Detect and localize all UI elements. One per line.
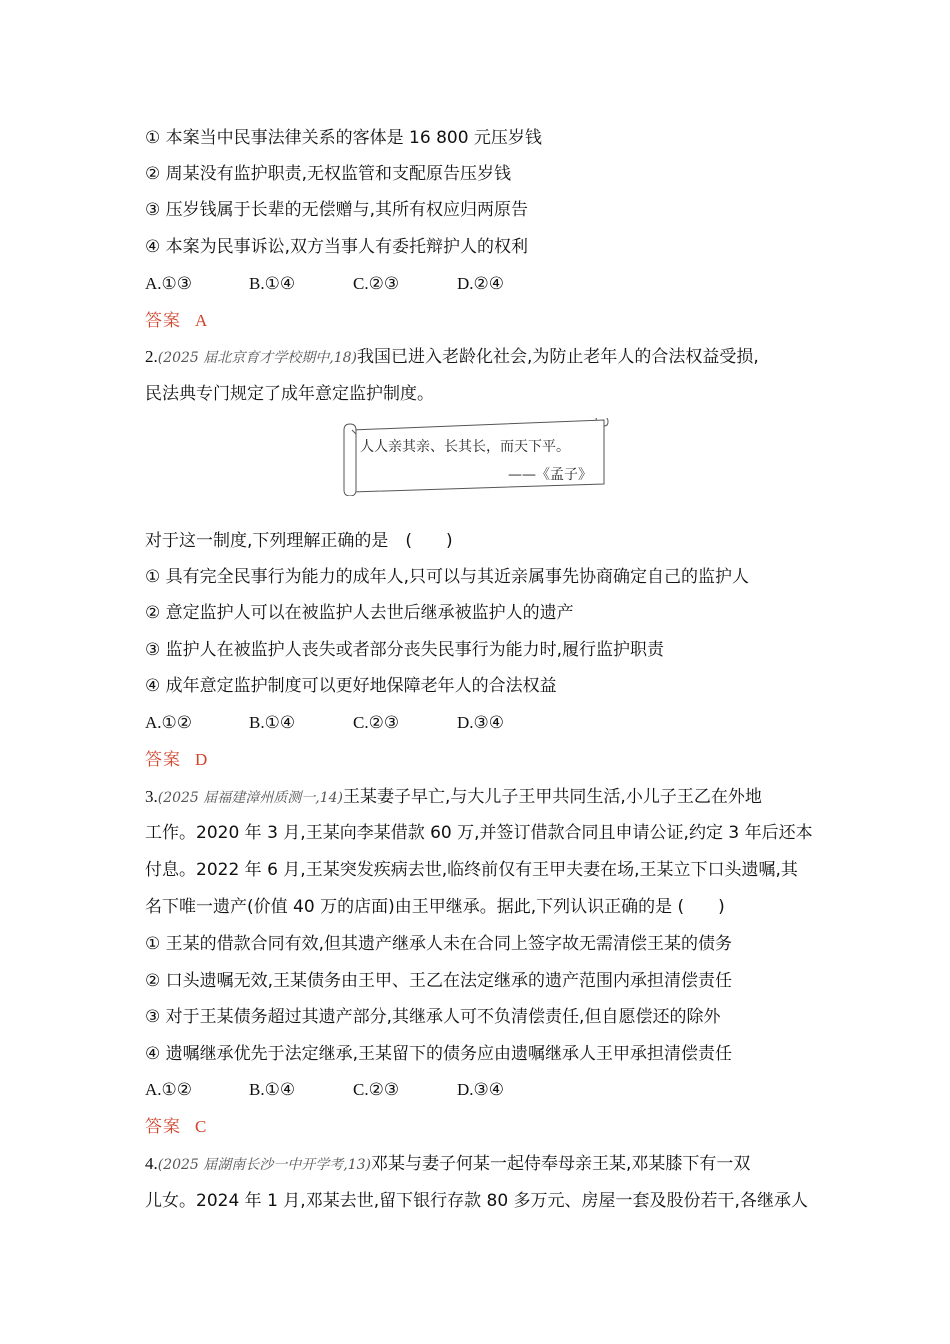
q3-option-b: B.①④ (249, 1080, 296, 1099)
q3-stem-text-1: 王某妻子早亡,与大儿子王甲共同生活,小儿子王乙在外地 (343, 787, 762, 807)
q3-item-3: ③ 对于王某债务超过其遗产部分,其继承人可不负清偿责任,但自愿偿还的除外 (145, 1007, 721, 1027)
q3-number: 3. (145, 787, 158, 806)
q2-option-b: B.①④ (249, 713, 296, 732)
q3-answer (145, 1115, 206, 1139)
q3-stem-line-4: 名下唯一遗产(价值 40 万的店面)由王甲继承。据此,下列认识正确的是 ( ) (145, 897, 725, 917)
q2-stem-line-1 (145, 345, 810, 370)
quote-scroll (340, 418, 610, 496)
q3-stem-line-3: 付息。2022 年 6 月,王某突发疾病去世,临终前仅有王甲夫妻在场,王某立下口头遗嘱,其 (145, 860, 798, 880)
q2-question: 对于这一制度,下列理解正确的是 ( ) (145, 531, 453, 551)
q3-stem-line-1 (145, 785, 810, 810)
q2-option-a: A.①② (145, 713, 193, 732)
q4-stem-line-2: 儿女。2024 年 1 月,邓某去世,留下银行存款 80 多万元、房屋一套及股份若干,各继承人 (145, 1191, 808, 1211)
q3-answer-label: 答案 (145, 1117, 181, 1137)
q1-answer (145, 309, 207, 333)
q2-answer (145, 748, 207, 772)
q1-option-b: B.①④ (249, 274, 296, 293)
q3-answer-value: C (195, 1117, 207, 1136)
q3-item-4: ④ 遗嘱继承优先于法定继承,王某留下的债务应由遗嘱继承人王甲承担清偿责任 (145, 1044, 733, 1064)
q2-answer-label: 答案 (145, 750, 181, 770)
q2-source: (2025 届北京育才学校期中,18) (157, 350, 358, 366)
q1-answer-value: A (195, 311, 208, 330)
q4-source: (2025 届湖南长沙一中开学考,13) (157, 1157, 372, 1173)
q2-item-3: ③ 监护人在被监护人丧失或者部分丧失民事行为能力时,履行监护职责 (145, 640, 665, 660)
q2-answer-value: D (195, 750, 208, 769)
q1-item-3: ③ 压岁钱属于长辈的无偿赠与,其所有权应归两原告 (145, 200, 529, 220)
quote-text: 人人亲其亲、长其长，而天下平。 (360, 439, 570, 455)
q3-item-2: ② 口头遗嘱无效,王某债务由王甲、王乙在法定继承的遗产范围内承担清偿责任 (145, 971, 733, 991)
q1-answer-label: 答案 (145, 311, 181, 331)
q2-number: 2. (145, 347, 158, 366)
q2-stem-line-2: 民法典专门规定了成年意定监护制度。 (145, 384, 434, 404)
q2-options (145, 711, 561, 735)
q1-option-a: A.①③ (145, 274, 193, 293)
q1-option-d: D.②④ (457, 274, 505, 293)
q2-item-2: ② 意定监护人可以在被监护人去世后继承被监护人的遗产 (145, 603, 574, 623)
q3-source: (2025 届福建漳州质测一,14) (157, 790, 344, 806)
q1-option-c: C.②③ (353, 274, 400, 293)
q2-item-4: ④ 成年意定监护制度可以更好地保障老年人的合法权益 (145, 676, 557, 696)
q3-item-1: ① 王某的借款合同有效,但其遗产继承人未在合同上签字故无需清偿王某的债务 (145, 934, 733, 954)
q4-stem-line-1 (145, 1152, 810, 1177)
q4-stem-text-1: 邓某与妻子何某一起侍奉母亲王某,邓某膝下有一双 (371, 1154, 751, 1174)
q3-stem-line-2: 工作。2020 年 3 月,王某向李某借款 60 万,并签订借款合同且申请公证,约定 3 年后还本 (145, 823, 813, 843)
q2-option-d: D.③④ (457, 713, 505, 732)
q1-item-1: ① 本案当中民事法律关系的客体是 16 800 元压岁钱 (145, 128, 542, 148)
q4-number: 4. (145, 1154, 158, 1173)
q2-item-1: ① 具有完全民事行为能力的成年人,只可以与其近亲属事先协商确定自己的监护人 (145, 567, 750, 587)
q1-item-4: ④ 本案为民事诉讼,双方当事人有委托辩护人的权利 (145, 237, 529, 257)
scroll-frame-icon (340, 418, 610, 496)
q3-options (145, 1078, 561, 1102)
q3-option-d: D.③④ (457, 1080, 505, 1099)
q1-item-2: ② 周某没有监护职责,无权监管和支配原告压岁钱 (145, 164, 512, 184)
q2-stem-text-1: 我国已进入老龄化社会,为防止老年人的合法权益受损, (357, 347, 759, 367)
q2-option-c: C.②③ (353, 713, 400, 732)
q3-option-a: A.①② (145, 1080, 193, 1099)
q3-option-c: C.②③ (353, 1080, 400, 1099)
q1-options (145, 272, 561, 296)
quote-source: ——《孟子》 (508, 467, 592, 483)
